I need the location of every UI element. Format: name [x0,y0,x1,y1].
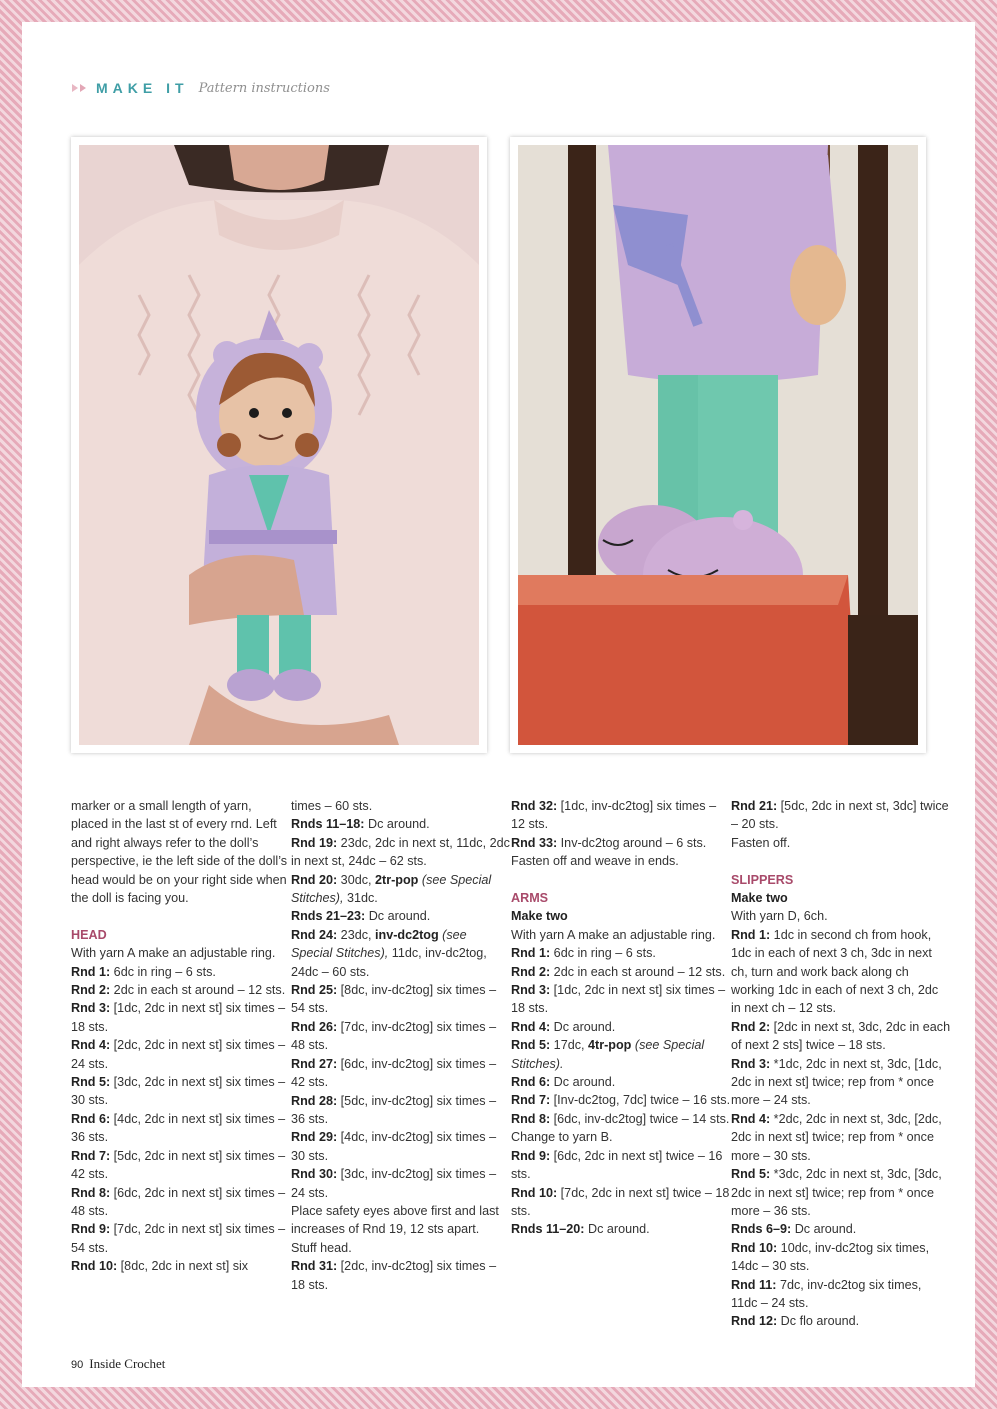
round-label: Rnd 4: [511,1019,551,1034]
pattern-round: Rnd 9: [7dc, 2dc in next st] six times – 54 sts. [71,1222,286,1255]
round-label: Rnd 3: [731,1056,771,1071]
pattern-round: Rnd 2: 2dc in each st around – 12 sts. [511,964,726,979]
round-label: Rnd 33: [511,835,558,850]
body-text: Fasten off. [731,835,791,850]
bold-text: Rnd 24: [291,927,338,942]
subheading: Make two [731,891,788,906]
pattern-round: Rnd 10: 10dc, inv-dc2tog six times, 14dc – 30 sts. [731,1240,930,1274]
pattern-round: Rnd 33: Inv-dc2tog around – 6 sts. [511,835,707,850]
pattern-round: Rnd 5: [3dc, 2dc in next st] six times – 30 sts. [71,1075,286,1108]
round-label: Rnd 32: [511,799,558,813]
round-label: Rnd 1: [511,946,551,961]
pattern-round: Rnd 29: [4dc, inv-dc2tog] six times – 30 sts. [291,1130,497,1163]
round-label: Rnd 9: [511,1148,551,1163]
pattern-round: Rnd 1: 1dc in second ch from hook, 1dc in each of next 3 ch, 3dc in next ch, turn and work back along ch working 1dc in each of next 3 ch, 2dc in next ch – 12 sts. [731,927,939,1016]
pattern-round: Rnd 3: *1dc, 2dc in next st, 3dc, [1dc, 2dc in next st] twice; rep from * once more – 24 sts. [731,1056,942,1108]
pattern-round: Rnd 4: [2dc, 2dc in next st] six times – 24 sts. [71,1038,286,1071]
pattern-round: Rnd 5: 17dc, 4tr-pop (see Special Stitches). [511,1038,705,1071]
pattern-round: Rnd 4: Dc around. [511,1019,616,1034]
round-label: Rnd 8: [71,1185,111,1200]
round-label: Rnd 4: [71,1038,111,1053]
photo-doll-slippers-image [518,145,918,745]
page [22,22,975,1387]
pattern-round: Rnd 19: 23dc, 2dc in next st, 11dc, 2dc in next st, 24dc – 62 sts. [291,835,510,869]
round-label: Rnds 6–9: [731,1222,792,1237]
photo-doll-held-image [79,145,479,745]
pattern-round: Rnd 7: [5dc, 2dc in next st] six times – 42 sts. [71,1148,286,1182]
pattern-round: Rnds 11–18: Dc around. [291,817,430,832]
body-text: Change to yarn B. [511,1130,613,1145]
pattern-round: Rnd 1: 6dc in ring – 6 sts. [71,964,216,979]
bold-text: 2tr-pop [375,872,419,887]
round-label: Rnd 10: [71,1259,118,1274]
round-label: Rnd 3: [71,1001,111,1016]
round-label: Rnd 6: [511,1075,551,1090]
pattern-round: Rnd 2: 2dc in each st around – 12 sts. [71,983,286,998]
pattern-round: Rnd 30: [3dc, inv-dc2tog] six times – 24 sts. [291,1167,497,1200]
body-text: With yarn D, 6ch. [731,909,828,924]
round-label: Rnd 9: [71,1222,111,1237]
round-label: Rnd 11: [731,1277,777,1292]
section-subtitle: Pattern instructions [198,80,330,96]
section-heading: ARMS [511,891,549,906]
column-3 [511,797,731,1331]
bold-text: Rnd 20: [291,872,338,887]
pattern-round: Rnd 8: [6dc, 2dc in next st] six times – 48 sts. [71,1185,286,1218]
body-text: With yarn A make an adjustable ring. [71,946,276,961]
round-label: Rnd 28: [291,1093,338,1108]
pattern-round: Rnds 21–23: Dc around. [291,909,431,924]
body-text: Place safety eyes above first and last increases of Rnd 19, 12 sts apart. [291,1203,499,1237]
pattern-round: Rnds 11–20: Dc around. [511,1222,650,1237]
round-label: Rnd 12: [731,1314,778,1329]
round-label: Rnd 31: [291,1259,338,1274]
pattern-round: Rnd 9: [6dc, 2dc in next st] twice – 16 sts. [511,1148,723,1182]
round-label: Rnd 7: [511,1093,551,1108]
pattern-round: Rnd 5: *3dc, 2dc in next st, 3dc, [3dc, 2dc in next st] twice; rep from * once more – 36 sts. [731,1167,942,1218]
bold-text: inv-dc2tog [375,927,439,942]
section-heading: HEAD [71,927,107,942]
pattern-round: Rnd 3: [1dc, 2dc in next st] six times – 18 sts. [71,1001,286,1034]
italic-text: (see Special Stitches), [291,872,492,906]
round-label: Rnd 4: [731,1111,771,1126]
round-label: Rnd 1: [731,927,771,942]
round-label: Rnd 5: [71,1075,111,1090]
round-label: Rnd 3: [511,983,551,998]
pattern-round: Rnd 7: [Inv-dc2tog, 7dc] twice – 16 sts. [511,1093,731,1108]
round-label: Rnds 21–23: [291,909,366,924]
pattern-round: Rnd 8: [6dc, inv-dc2tog] twice – 14 sts. [511,1111,730,1126]
round-label: Rnd 7: [71,1148,111,1163]
pattern-round: Rnd 4: *2dc, 2dc in next st, 3dc, [2dc, 2dc in next st] twice; rep from * once more – 30 sts. [731,1111,942,1163]
round-label: Rnd 30: [291,1167,338,1182]
pattern-round: Rnd 28: [5dc, inv-dc2tog] six times – 36 sts. [291,1093,497,1126]
pattern-round: Rnd 6: Dc around. [511,1075,616,1090]
bold-text: 4tr-pop [588,1038,632,1053]
section-title: MAKE IT [96,80,189,96]
pattern-round: Rnd 24: 23dc, inv-dc2tog (see Special Stitches), 11dc, inv-dc2tog, 24dc – 60 sts. [291,927,487,979]
pattern-round: Rnd 32: [1dc, inv-dc2tog] six times – 12 sts. [511,799,717,832]
round-label: Rnd 2: [731,1019,771,1034]
round-label: Rnd 19: [291,835,338,850]
round-label: Rnd 10: [731,1240,778,1255]
pattern-round: Rnd 10: [7dc, 2dc in next st] twice – 18 sts. [511,1185,730,1218]
round-label: Rnd 29: [291,1130,338,1145]
pattern-round: Rnd 20: 30dc, 2tr-pop (see Special Stitches), 31dc. [291,872,492,906]
subheading: Make two [511,909,568,924]
body-text: Fasten off and weave in ends. [511,854,679,869]
italic-text: (see Special Stitches). [511,1038,705,1071]
pattern-round: Rnd 21: [5dc, 2dc in next st, 3dc] twice – 20 sts. [731,799,949,832]
pattern-columns [71,797,951,1331]
round-label: Rnds 11–18: [291,817,365,832]
round-label: Rnd 21: [731,799,778,813]
round-label: Rnd 27: [291,1056,338,1071]
round-label: Rnd 25: [291,983,338,998]
round-label: Rnd 1: [71,964,111,979]
pattern-round: Rnd 27: [6dc, inv-dc2tog] six times – 42 sts. [291,1056,497,1090]
pattern-round: Rnd 26: [7dc, inv-dc2tog] six times – 48 sts. [291,1019,497,1053]
body-text: Stuff head. [291,1240,352,1255]
italic-text: (see Special Stitches), [291,927,467,961]
body-text: With yarn A make an adjustable ring. [511,927,716,942]
pattern-round: Rnd 10: [8dc, 2dc in next st] six [71,1259,249,1274]
pattern-round: Rnd 25: [8dc, inv-dc2tog] six times – 54 sts. [291,983,497,1016]
round-label: Rnd 10: [511,1185,558,1200]
round-label: Rnd 8: [511,1111,551,1126]
pattern-round: Rnd 12: Dc flo around. [731,1314,860,1329]
magazine-name: Inside Crochet [89,1356,166,1371]
round-label: Rnd 6: [71,1111,111,1126]
pattern-round: Rnd 11: 7dc, inv-dc2tog six times, 11dc – 24 sts. [731,1277,922,1310]
round-label: Rnd 2: [511,964,551,979]
body-text: marker or a small length of yarn, placed in the last st of every rnd. Left and right always refer to the doll’s perspective, ie the left side of the doll’s head would be on your right side when the doll is facing you. [71,799,288,906]
section-header [72,80,330,96]
round-label: Rnd 2: [71,983,111,998]
pattern-round: Rnd 31: [2dc, inv-dc2tog] six times – 18 sts. [291,1259,497,1292]
round-label: Rnd 26: [291,1019,338,1034]
pattern-round: Rnd 1: 6dc in ring – 6 sts. [511,946,656,961]
column-2 [291,797,511,1331]
round-label: Rnds 11–20: [511,1222,585,1237]
pattern-round: Rnd 3: [1dc, 2dc in next st] six times – 18 sts. [511,983,726,1016]
section-heading: SLIPPERS [731,872,794,887]
photo-doll-slippers [510,137,926,753]
double-arrow-icon [72,84,86,92]
page-number: 90 [71,1359,84,1371]
bold-text: Rnd 5: [511,1038,551,1053]
pattern-round: Rnd 6: [4dc, 2dc in next st] six times – 36 sts. [71,1111,286,1145]
pattern-round: Rnds 6–9: Dc around. [731,1222,857,1237]
column-4 [731,797,951,1331]
photo-doll-held [71,137,487,753]
column-1 [71,797,291,1331]
pattern-round: Rnd 2: [2dc in next st, 3dc, 2dc in each of next 2 sts] twice – 18 sts. [731,1019,951,1053]
page-footer [71,1356,165,1372]
round-label: Rnd 5: [731,1167,771,1182]
body-text: times – 60 sts. [291,799,373,813]
